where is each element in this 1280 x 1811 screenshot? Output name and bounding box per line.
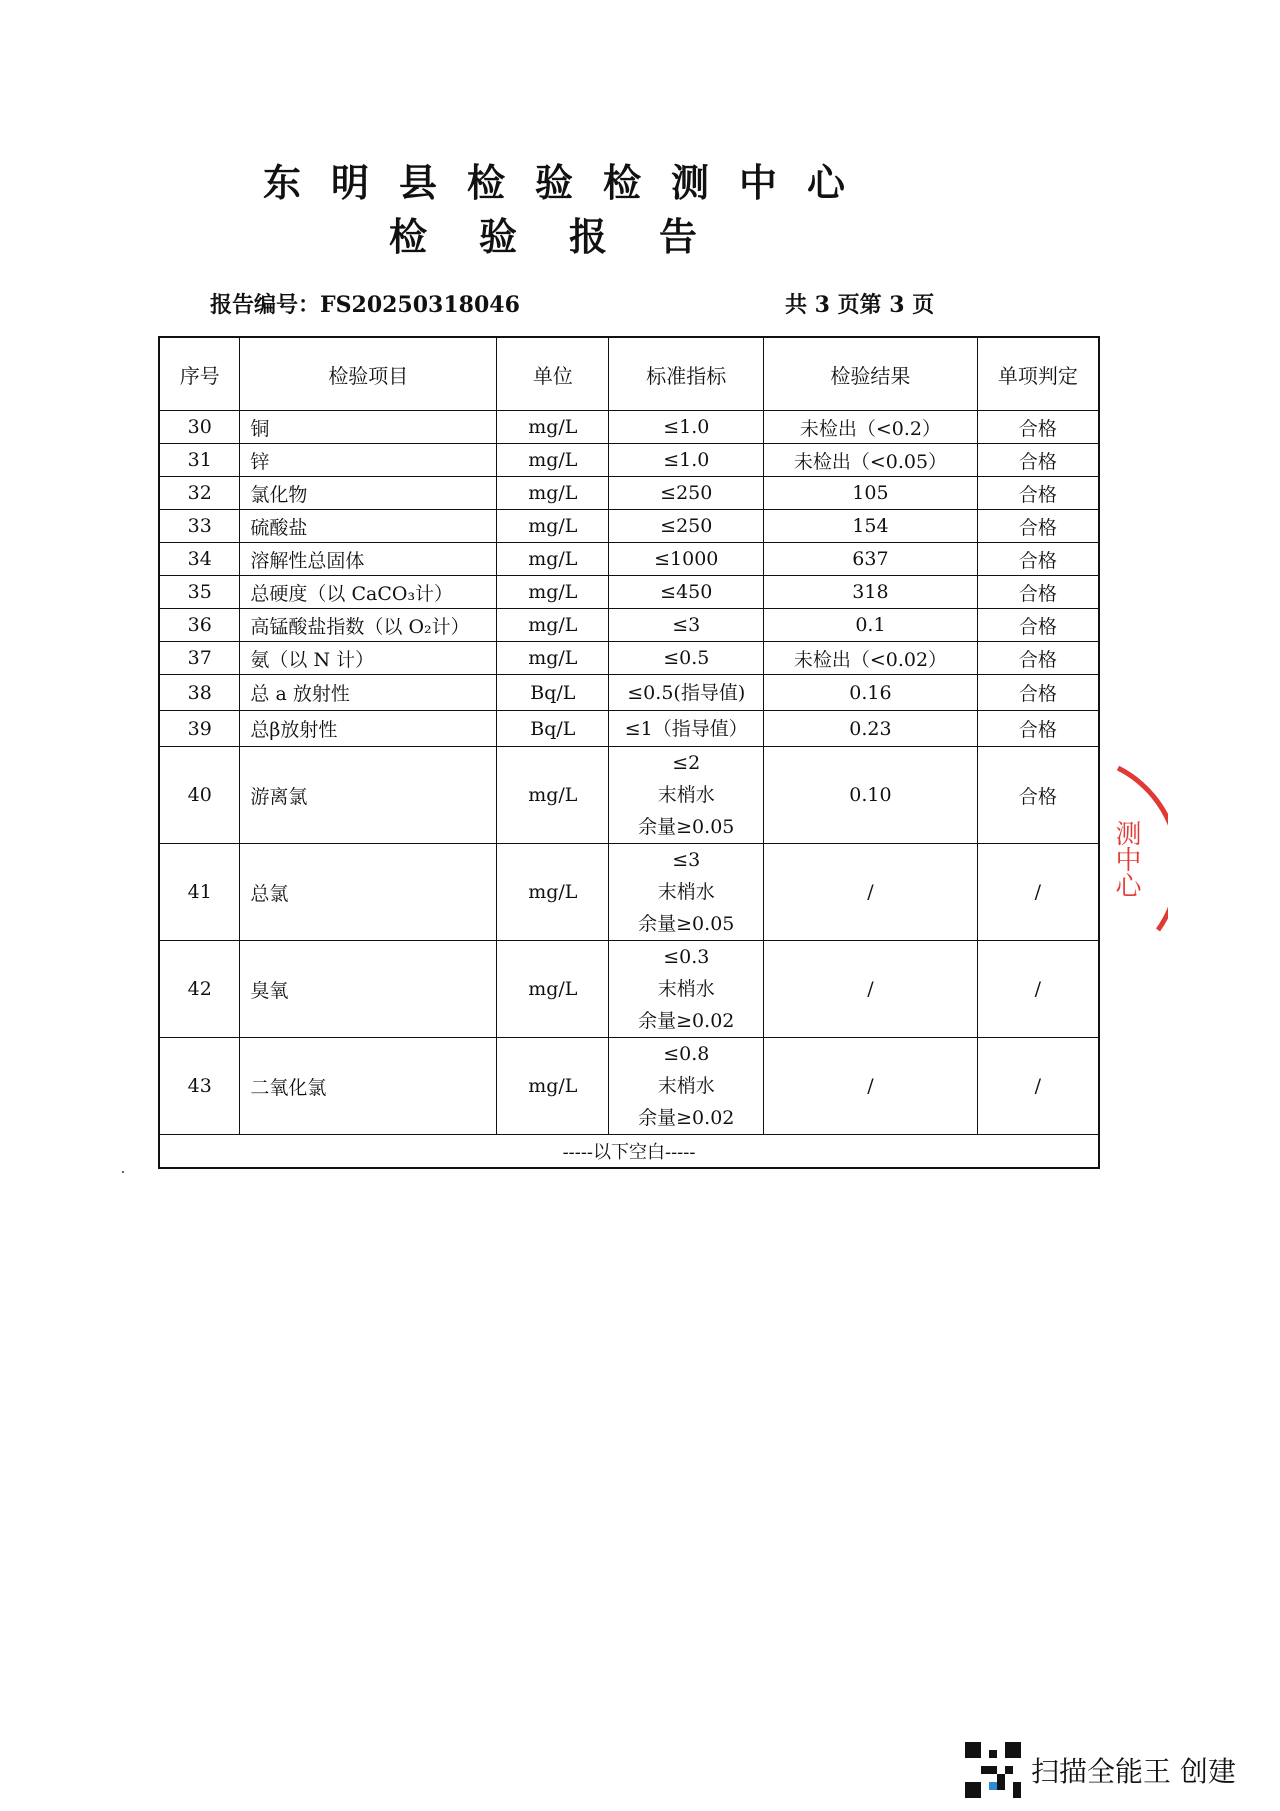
standard-line: ≤3	[672, 614, 701, 636]
table-row	[159, 675, 1099, 711]
verdict: /	[977, 844, 1099, 941]
document-title: 检验报告	[388, 214, 749, 259]
standard-limit	[609, 747, 764, 844]
test-result: 0.10	[764, 747, 978, 844]
test-result: 0.16	[764, 675, 978, 711]
verdict: 合格	[977, 576, 1099, 609]
test-result: /	[764, 1038, 978, 1135]
row-number: 31	[159, 444, 240, 477]
test-result: 637	[764, 543, 978, 576]
row-number: 41	[159, 844, 240, 941]
row-number: 38	[159, 675, 240, 711]
standard-line: ≤3	[672, 849, 701, 871]
item-name: 溶解性总固体	[240, 543, 497, 576]
item-name: 硫酸盐	[240, 510, 497, 543]
unit: mg/L	[497, 642, 609, 675]
unit: mg/L	[497, 576, 609, 609]
test-result: 未检出（<0.2）	[764, 411, 978, 444]
verdict: 合格	[977, 609, 1099, 642]
standard-limit	[609, 444, 764, 477]
standard-line: 末梢水	[657, 881, 715, 903]
standard-limit	[609, 711, 764, 747]
verdict: /	[977, 941, 1099, 1038]
table-footer-row	[159, 1135, 1099, 1169]
table-row	[159, 747, 1099, 844]
verdict: 合格	[977, 477, 1099, 510]
test-result: /	[764, 941, 978, 1038]
page-info: 共 3 页第 3 页	[785, 292, 935, 318]
standard-line: 末梢水	[657, 978, 715, 1000]
item-name: 总硬度（以 CaCO₃计）	[240, 576, 497, 609]
table-row	[159, 941, 1099, 1038]
blank-below-note: -----以下空白-----	[159, 1135, 1099, 1169]
table-row	[159, 576, 1099, 609]
standard-line: ≤1（指导值）	[624, 717, 748, 740]
inspection-table	[158, 336, 1100, 1169]
unit: Bq/L	[497, 711, 609, 747]
row-number: 42	[159, 941, 240, 1038]
unit: Bq/L	[497, 675, 609, 711]
item-name: 臭氧	[240, 941, 497, 1038]
table-row	[159, 510, 1099, 543]
standard-limit	[609, 642, 764, 675]
standard-limit	[609, 411, 764, 444]
row-number: 37	[159, 642, 240, 675]
unit: mg/L	[497, 1038, 609, 1135]
standard-line: 余量≥0.05	[638, 913, 735, 935]
test-result: 0.23	[764, 711, 978, 747]
test-result: 105	[764, 477, 978, 510]
unit: mg/L	[497, 543, 609, 576]
standard-line: ≤1.0	[663, 449, 710, 471]
verdict: 合格	[977, 747, 1099, 844]
standard-limit	[609, 576, 764, 609]
table-row	[159, 543, 1099, 576]
standard-line: ≤0.3	[663, 946, 710, 968]
standard-line: ≤1.0	[663, 416, 710, 438]
row-number: 33	[159, 510, 240, 543]
col-header-unit: 单位	[497, 337, 609, 411]
standard-line: 末梢水	[657, 784, 715, 806]
row-number: 34	[159, 543, 240, 576]
standard-line: ≤0.5(指导值)	[627, 681, 746, 704]
standard-line: 末梢水	[657, 1075, 715, 1097]
unit: mg/L	[497, 941, 609, 1038]
unit: mg/L	[497, 844, 609, 941]
unit: mg/L	[497, 510, 609, 543]
scanner-watermark	[965, 1742, 1236, 1798]
verdict: 合格	[977, 411, 1099, 444]
standard-limit	[609, 941, 764, 1038]
item-name: 总 a 放射性	[240, 675, 497, 711]
report-number: 报告编号：FS20250318046	[210, 292, 520, 318]
standard-line: ≤250	[660, 515, 713, 537]
table-row	[159, 609, 1099, 642]
verdict: 合格	[977, 642, 1099, 675]
test-result: /	[764, 844, 978, 941]
table-row	[159, 477, 1099, 510]
col-header-verdict: 单项判定	[977, 337, 1099, 411]
standard-limit	[609, 477, 764, 510]
standard-line: ≤0.8	[663, 1043, 710, 1065]
row-number: 39	[159, 711, 240, 747]
standard-line: ≤1000	[654, 548, 719, 570]
table-row	[159, 844, 1099, 941]
item-name: 氨（以 N 计）	[240, 642, 497, 675]
item-name: 高锰酸盐指数（以 O₂计）	[240, 609, 497, 642]
standard-limit	[609, 844, 764, 941]
speck	[122, 1171, 124, 1173]
standard-line: ≤2	[672, 752, 701, 774]
standard-line: 余量≥0.02	[638, 1010, 735, 1032]
col-header-standard: 标准指标	[609, 337, 764, 411]
org-title: 东明县检验检测中心	[262, 160, 875, 205]
row-number: 30	[159, 411, 240, 444]
test-result: 0.1	[764, 609, 978, 642]
item-name: 铜	[240, 411, 497, 444]
test-result: 未检出（<0.02）	[764, 642, 978, 675]
item-name: 总β放射性	[240, 711, 497, 747]
stamp-text: 测中心	[1111, 820, 1141, 898]
row-number: 40	[159, 747, 240, 844]
unit: mg/L	[497, 444, 609, 477]
standard-line: ≤0.5	[663, 647, 710, 669]
standard-limit	[609, 1038, 764, 1135]
item-name: 二氧化氯	[240, 1038, 497, 1135]
col-header-no: 序号	[159, 337, 240, 411]
item-name: 总氯	[240, 844, 497, 941]
row-number: 43	[159, 1038, 240, 1135]
verdict: /	[977, 1038, 1099, 1135]
table-row	[159, 711, 1099, 747]
verdict: 合格	[977, 510, 1099, 543]
row-number: 35	[159, 576, 240, 609]
official-stamp	[1108, 760, 1168, 945]
qr-code-icon	[965, 1742, 1021, 1798]
col-header-item: 检验项目	[240, 337, 497, 411]
row-number: 32	[159, 477, 240, 510]
standard-limit	[609, 510, 764, 543]
standard-limit	[609, 675, 764, 711]
unit: mg/L	[497, 411, 609, 444]
standard-limit	[609, 543, 764, 576]
verdict: 合格	[977, 711, 1099, 747]
test-result: 318	[764, 576, 978, 609]
table-row	[159, 444, 1099, 477]
table-header-row	[159, 337, 1099, 411]
item-name: 氯化物	[240, 477, 497, 510]
verdict: 合格	[977, 675, 1099, 711]
row-number: 36	[159, 609, 240, 642]
unit: mg/L	[497, 747, 609, 844]
standard-line: 余量≥0.05	[638, 816, 735, 838]
verdict: 合格	[977, 444, 1099, 477]
test-result: 154	[764, 510, 978, 543]
standard-limit	[609, 609, 764, 642]
item-name: 锌	[240, 444, 497, 477]
table-row	[159, 642, 1099, 675]
standard-line: 余量≥0.02	[638, 1107, 735, 1129]
item-name: 游离氯	[240, 747, 497, 844]
test-result: 未检出（<0.05）	[764, 444, 978, 477]
unit: mg/L	[497, 477, 609, 510]
standard-line: ≤250	[660, 482, 713, 504]
unit: mg/L	[497, 609, 609, 642]
col-header-result: 检验结果	[764, 337, 978, 411]
standard-line: ≤450	[660, 581, 713, 603]
scanner-label: 扫描全能王 创建	[1031, 1755, 1236, 1788]
table-row	[159, 1038, 1099, 1135]
verdict: 合格	[977, 543, 1099, 576]
table-row	[159, 411, 1099, 444]
